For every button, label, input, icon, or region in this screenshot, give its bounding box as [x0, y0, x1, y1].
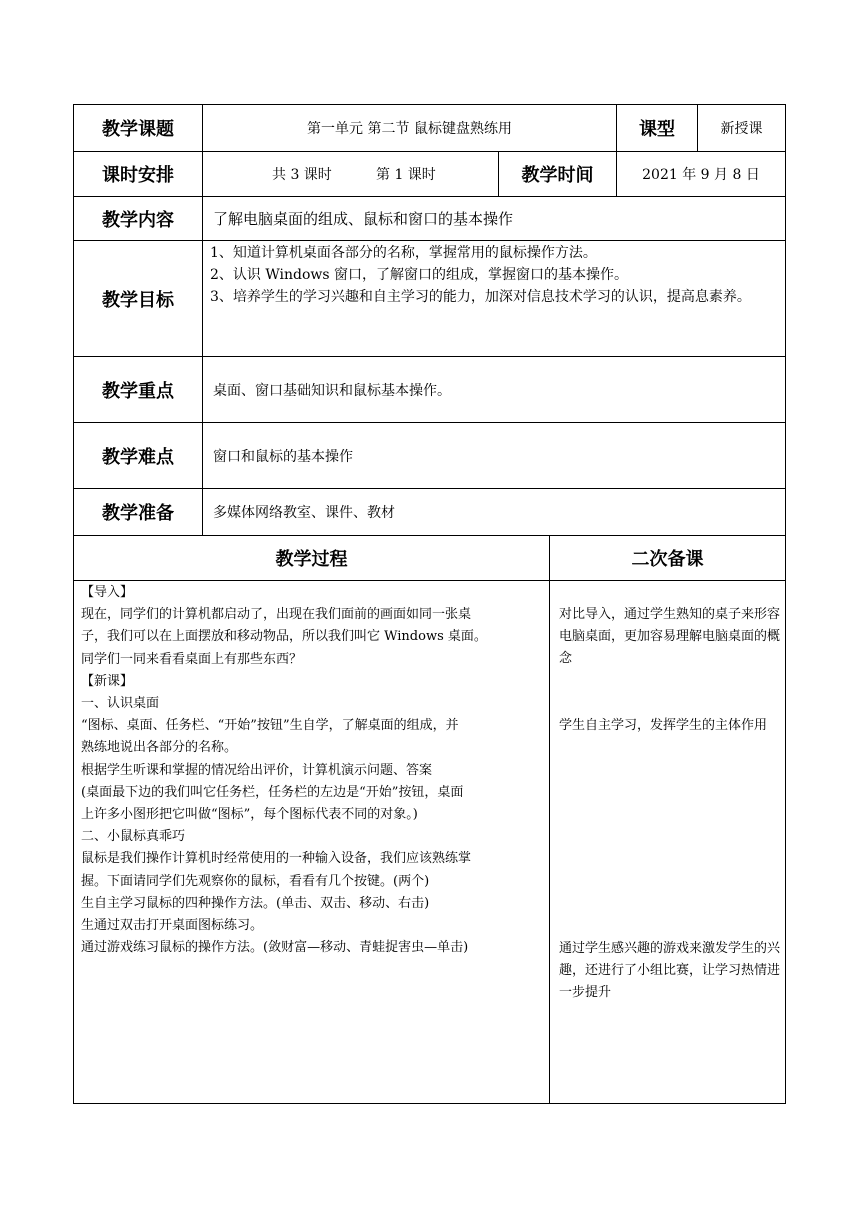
process-header: 教学过程	[275, 549, 348, 570]
note-item: 通过学生感兴趣的游戏来激发学生的兴趣，还进行了小组比赛，让学习热情进一步提升	[559, 941, 781, 1001]
table-border-bottom	[73, 1103, 786, 1104]
process-line: 根据学生听课和掌握的情况给出评价，计算机演示问题、答案	[81, 762, 433, 778]
preparation-label: 教学准备	[102, 503, 174, 524]
process-line: 生自主学习鼠标的四种操作方法。(单击、双击、移动、右击)	[81, 895, 430, 911]
process-line: “图标、桌面、任务栏、“开始”按钮”生自学，了解桌面的组成，并	[81, 718, 459, 734]
current-lesson: 第 1 课时	[376, 167, 436, 183]
process-line: 【新课】	[81, 673, 134, 689]
note-item: 对比导入，通过学生熟知的桌子来形容电脑桌面，更加容易理解电脑桌面的概念	[559, 607, 781, 667]
difficulties-value: 窗口和鼠标的基本操作	[213, 448, 353, 465]
schedule-label: 课时安排	[102, 165, 174, 186]
goal-item: 3、培养学生的学习兴趣和自主学习的能力，加深对信息技术学习的认识，提高息素养。	[210, 289, 751, 305]
content-value: 了解电脑桌面的组成、鼠标和窗口的基本操作	[213, 210, 514, 228]
key-points-value: 桌面、窗口基础知识和鼠标基本操作。	[213, 382, 451, 399]
goals-list	[210, 242, 790, 308]
process-line: 生通过双击打开桌面图标练习。	[81, 918, 264, 934]
type-label: 课型	[639, 119, 675, 140]
note-item: 学生自主学习，发挥学生的主体作用	[559, 718, 768, 733]
topic-label: 教学课题	[102, 119, 174, 140]
total-lessons: 共 3 课时	[272, 167, 332, 183]
content-label: 教学内容	[102, 209, 174, 231]
type-value: 新授课	[720, 121, 763, 137]
process-line: 熟练地说出各部分的名称。	[81, 740, 238, 756]
time-label: 教学时间	[521, 165, 594, 186]
process-line: 鼠标是我们操作计算机时经常使用的一种输入设备，我们应该熟练掌	[81, 851, 472, 867]
process-column-divider	[549, 535, 550, 1104]
process-line: 二、小鼠标真乖巧	[81, 829, 186, 845]
time-value: 2021 年 9 月 8 日	[642, 167, 760, 183]
process-line: 【导入】	[81, 585, 134, 600]
process-line: 通过游戏练习鼠标的操作方法。(敛财富—移动、青蛙捉害虫—单击)	[81, 940, 469, 956]
table-divider	[73, 580, 786, 581]
process-line: 子，我们可以在上面摆放和移动物品，所以我们叫它 Windows 桌面。	[81, 629, 487, 645]
process-line: 现在，同学们的计算机都启动了，出现在我们面前的画面如同一张桌	[81, 607, 472, 623]
process-line: 同学们一同来看看桌面上有那些东西？	[81, 651, 303, 667]
process-body	[81, 582, 547, 959]
goal-item: 1、知道计算机桌面各部分的名称，掌握常用的鼠标操作方法。	[210, 245, 597, 261]
goals-label: 教学目标	[102, 289, 174, 311]
process-line: 一、认识桌面	[81, 696, 160, 712]
notes-header: 二次备课	[631, 549, 704, 570]
topic-value: 第一单元 第二节 鼠标键盘熟练用	[307, 121, 512, 137]
goal-item: 2、认识 Windows 窗口，了解窗口的组成，掌握窗口的基本操作。	[210, 267, 629, 283]
preparation-value: 多媒体网络教室、课件、教材	[213, 505, 395, 521]
key-points-label: 教学重点	[102, 380, 174, 402]
process-line: 上许多小图形把它叫做“图标”，每个图标代表不同的对象。)	[81, 807, 418, 823]
process-line: 握。下面请同学们先观察你的鼠标，看看有几个按键。(两个)	[81, 873, 430, 889]
difficulties-label: 教学难点	[102, 446, 174, 468]
process-line: (桌面最下边的我们叫它任务栏，任务栏的左边是“开始”按钮，桌面	[81, 784, 464, 800]
